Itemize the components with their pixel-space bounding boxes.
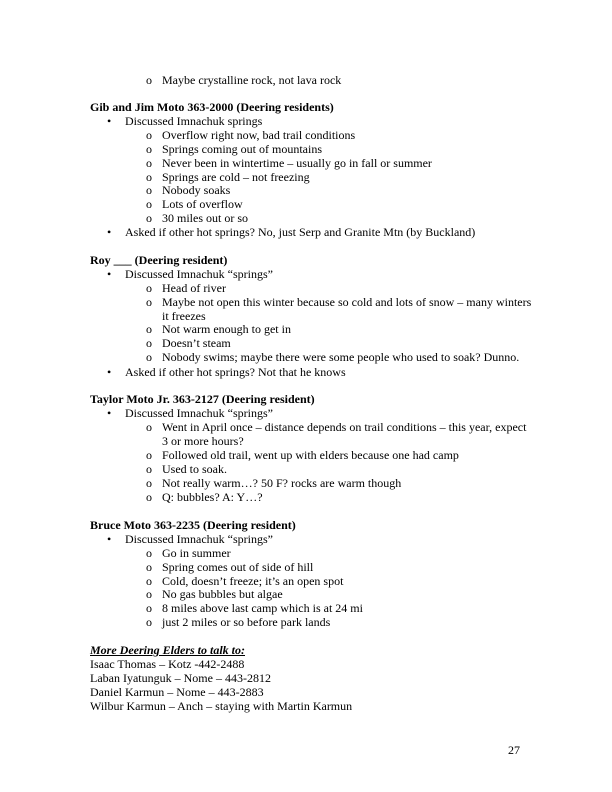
sub-item-text: Springs are cold – not freezing	[162, 170, 310, 184]
sub-bullet-marker: o	[146, 448, 152, 462]
sub-bullet-marker: o	[146, 476, 152, 490]
sub-item-text: Nobody swims; maybe there were some people who used to soak? Dunno.	[162, 350, 520, 364]
bullet-text: Discussed Imnachuk “springs”	[125, 406, 273, 420]
section-heading-taylor-moto: Taylor Moto Jr. 363-2127 (Deering resident)	[90, 392, 315, 406]
sub-item-text: Maybe crystalline rock, not lava rock	[162, 73, 342, 87]
sub-item-text: Lots of overflow	[162, 197, 243, 211]
sub-item-text: Overflow right now, bad trail conditions	[162, 128, 356, 142]
sub-bullet-marker: o	[146, 197, 152, 211]
page-number: 27	[508, 743, 520, 757]
elder-contact-line: Laban Iyatunguk – Nome – 443-2812	[90, 671, 271, 685]
sub-bullet-marker: o	[146, 142, 152, 156]
sub-item-text: Nobody soaks	[162, 183, 231, 197]
sub-bullet-marker: o	[146, 350, 152, 364]
sub-item-text: Q: bubbles? A: Y…?	[162, 490, 263, 504]
sub-item-text: Cold, doesn’t freeze; it’s an open spot	[162, 574, 344, 588]
bullet-text: Asked if other hot springs? No, just Serp and Granite Mtn (by Buckland)	[125, 225, 476, 239]
sub-bullet-marker: o	[146, 546, 152, 560]
sub-item-text: Springs coming out of mountains	[162, 142, 322, 156]
sub-bullet-marker: o	[146, 560, 152, 574]
sub-item-text: Not warm enough to get in	[162, 322, 291, 336]
sub-item-text: Maybe not open this winter because so cold and lots of snow – many winters it freezes	[162, 295, 532, 323]
sub-bullet-marker: o	[146, 128, 152, 142]
sub-bullet-marker: o	[146, 490, 152, 504]
elder-contact-line: Wilbur Karmun – Anch – staying with Martin Karmun	[90, 699, 353, 713]
bullet-marker: •	[107, 225, 112, 239]
sub-item-text: Not really warm…? 50 F? rocks are warm though	[162, 476, 402, 490]
bullet-text: Discussed Imnachuk “springs”	[125, 532, 273, 546]
bullet-text: Asked if other hot springs? Not that he knows	[125, 365, 346, 379]
sub-bullet-marker: o	[146, 73, 152, 87]
sub-bullet-marker: o	[146, 156, 152, 170]
bullet-marker: •	[107, 267, 112, 281]
bullet-marker: •	[107, 114, 112, 128]
elder-contact-line: Daniel Karmun – Nome – 443-2883	[90, 685, 264, 699]
sub-bullet-marker: o	[146, 170, 152, 184]
section-heading-gib-jim-moto: Gib and Jim Moto 363-2000 (Deering residents)	[90, 100, 334, 114]
sub-bullet-marker: o	[146, 601, 152, 615]
bullet-text: Discussed Imnachuk “springs”	[125, 267, 273, 281]
sub-bullet-marker: o	[146, 295, 152, 309]
sub-item-text: Used to soak.	[162, 462, 227, 476]
bullet-marker: •	[107, 532, 112, 546]
sub-bullet-marker: o	[146, 336, 152, 350]
bullet-marker: •	[107, 365, 112, 379]
sub-item-text: 30 miles out or so	[162, 211, 248, 225]
elder-contact-line: Isaac Thomas – Kotz -442-2488	[90, 657, 245, 671]
sub-item-text: Spring comes out of side of hill	[162, 560, 314, 574]
sub-bullet-marker: o	[146, 322, 152, 336]
sub-item-text: Never been in wintertime – usually go in fall or summer	[162, 156, 432, 170]
bullet-marker: •	[107, 406, 112, 420]
sub-item-text: Followed old trail, went up with elders because one had camp	[162, 448, 459, 462]
sub-item-text: just 2 miles or so before park lands	[162, 615, 331, 629]
sub-item-text: Go in summer	[162, 546, 231, 560]
sub-bullet-marker: o	[146, 615, 152, 629]
sub-item-text: Doesn’t steam	[162, 336, 231, 350]
sub-item-text: Went in April once – distance depends on trail conditions – this year, expect 3 or more hours?	[162, 420, 527, 448]
sub-item-text: Head of river	[162, 281, 226, 295]
sub-bullet-marker: o	[146, 183, 152, 197]
sub-bullet-marker: o	[146, 420, 152, 434]
section-heading-roy: Roy ___ (Deering resident)	[90, 253, 228, 267]
sub-bullet-marker: o	[146, 281, 152, 295]
sub-bullet-marker: o	[146, 211, 152, 225]
sub-bullet-marker: o	[146, 574, 152, 588]
sub-bullet-marker: o	[146, 587, 152, 601]
sub-bullet-marker: o	[146, 462, 152, 476]
bullet-text: Discussed Imnachuk springs	[125, 114, 263, 128]
sub-item-text: 8 miles above last camp which is at 24 mi	[162, 601, 363, 615]
sub-item-text: No gas bubbles but algae	[162, 587, 283, 601]
section-heading-bruce-moto: Bruce Moto 363-2235 (Deering resident)	[90, 518, 296, 532]
elders-heading: More Deering Elders to talk to:	[90, 643, 245, 657]
